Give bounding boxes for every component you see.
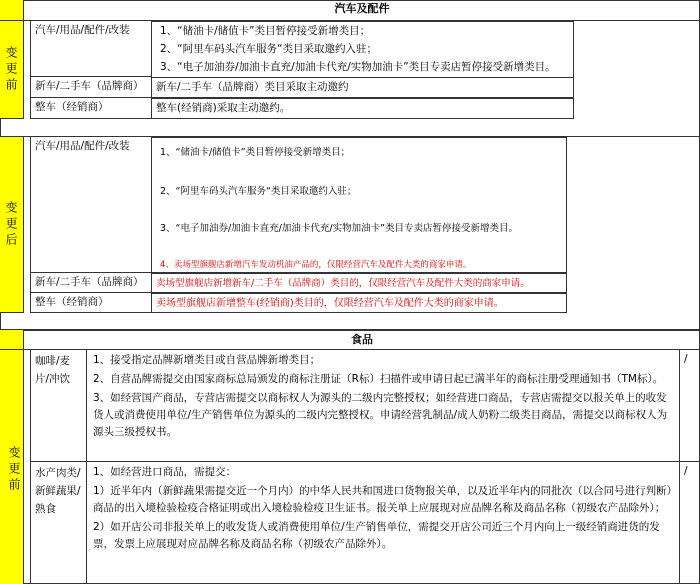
auto-before-content-2: 新车/二手车（品牌商）类目采取主动邀约 [151,77,574,98]
auto-after-rule-3: 3、“电子加油券/加油卡直充/加油卡代充/实物加油卡”类目专卖店暂停接受新增类目。 [160,223,518,234]
auto-after-rule-4: 4、卖场型旗舰店新增汽车发动机油产品的，仅限经营汽车及配件大类的商家申请。 [160,260,472,270]
food-cat-1: 咖啡/麦片/冲饮 [31,350,87,462]
auto-after-rule-2: 2、“阿里车码头汽车服务“类目采取邀约入驻； [160,186,357,197]
auto-after-content-2: 卖场型旗舰店新增新车/二手车（品牌商）类目的，仅限经营汽车及配件大类的商家申请。 [151,273,567,293]
auto-before-cat-3: 整车（经销商） [31,98,152,119]
food-content-2 [87,462,680,584]
food-slash-2: / [684,465,688,477]
auto-before-rule-3: 3、“电子加油券/加油卡直充/加油卡代充/实物加油卡”类目专卖店暂停接受新增类目。 [160,61,556,73]
auto-section-title: 汽车及配件 [24,0,700,21]
food-before-label-text: 变更前 [7,446,21,494]
food-cat-2: 水产肉类/新鲜蔬果/熟食 [31,462,87,584]
food-slash-1: / [680,350,700,462]
food-rule-1-2: 2、自营品牌需提交由国家商标总局颁发的商标注册证（R标）扫描件或申请日起已满半年的商标注册受理通知书（TM标）。 [93,373,664,385]
auto-header-stub [0,0,24,21]
auto-before-rule-2: 2、“阿里车码头汽车服务“类目采取邀约入驻； [160,43,378,55]
food-before-label [0,350,24,584]
auto-before-divider [0,119,700,137]
food-rule-1-3: 3、如经营国产商品，专营店需提交以商标权人为源头的二级内完整授权；如经营进口商品，专营店需提交以报关单上的收发货人或消费使用单位/生产销售单位为源头的二级内完整授权。申请经营乳制品/成人奶粉二级类目商品，需提交以商标权人为源头三级授权书。 [93,392,668,438]
auto-after-label: 变更后 [0,137,24,313]
auto-before-gap [24,21,31,119]
food-header-stub [0,330,24,350]
auto-after-cat-1: 汽车/用品/配件/改装 [31,137,152,273]
food-before-gap [24,350,31,584]
auto-before-content-3: 整车(经销商)采取主动邀约。 [151,98,574,119]
food-rule-2-2: 1）近半年内（新鲜蔬果需提交近一个月内）的中华人民共和国进口货物报关单，以及近半年内的同批次（以合同号进行判断）商品的出入境检验检疫合格证明或出入境检验检疫卫生证书。报关单上应展现对应品牌名称及商品名称（初级农产品除外）； [93,485,672,514]
auto-after-content-1 [151,137,567,273]
auto-after-gap [24,137,31,313]
auto-before-content-1 [151,21,574,78]
auto-before-cat-1: 汽车/用品/配件/改装 [31,21,152,77]
food-rule-2-3: 2）如开店公司非报关单上的收发货人或消费使用单位/生产销售单位，需提交开店公司近三个月内向上一级经销商进货的发票，发票上应展现对应品牌名称及商品名称（初级农产品除外）。 [93,521,660,550]
auto-after-cat-2: 新车/二手车（品牌商） [31,273,152,293]
food-rule-1-1: 1、接受指定品牌新增类目或自营品牌新增类目； [93,354,321,366]
auto-after-rule-1: 1、“储油卡/储值卡”类目暂停接受新增类目； [160,147,351,158]
food-content-1 [87,350,680,462]
auto-before-rule-1: 1、“储油卡/储值卡”类目暂停接受新增类目； [160,25,371,37]
food-rule-2-1: 1、如经营进口商品，需提交： [93,466,237,478]
auto-after-content-3: 卖场型旗舰店新增整车(经销商)类目的，仅限经营汽车及配件大类的商家申请。 [151,293,567,313]
food-section-title: 食品 [24,330,700,350]
auto-after-cat-3: 整车（经销商） [31,293,152,313]
auto-before-label: 变更前 [0,21,24,119]
auto-before-cat-2: 新车/二手车（品牌商） [31,77,152,98]
